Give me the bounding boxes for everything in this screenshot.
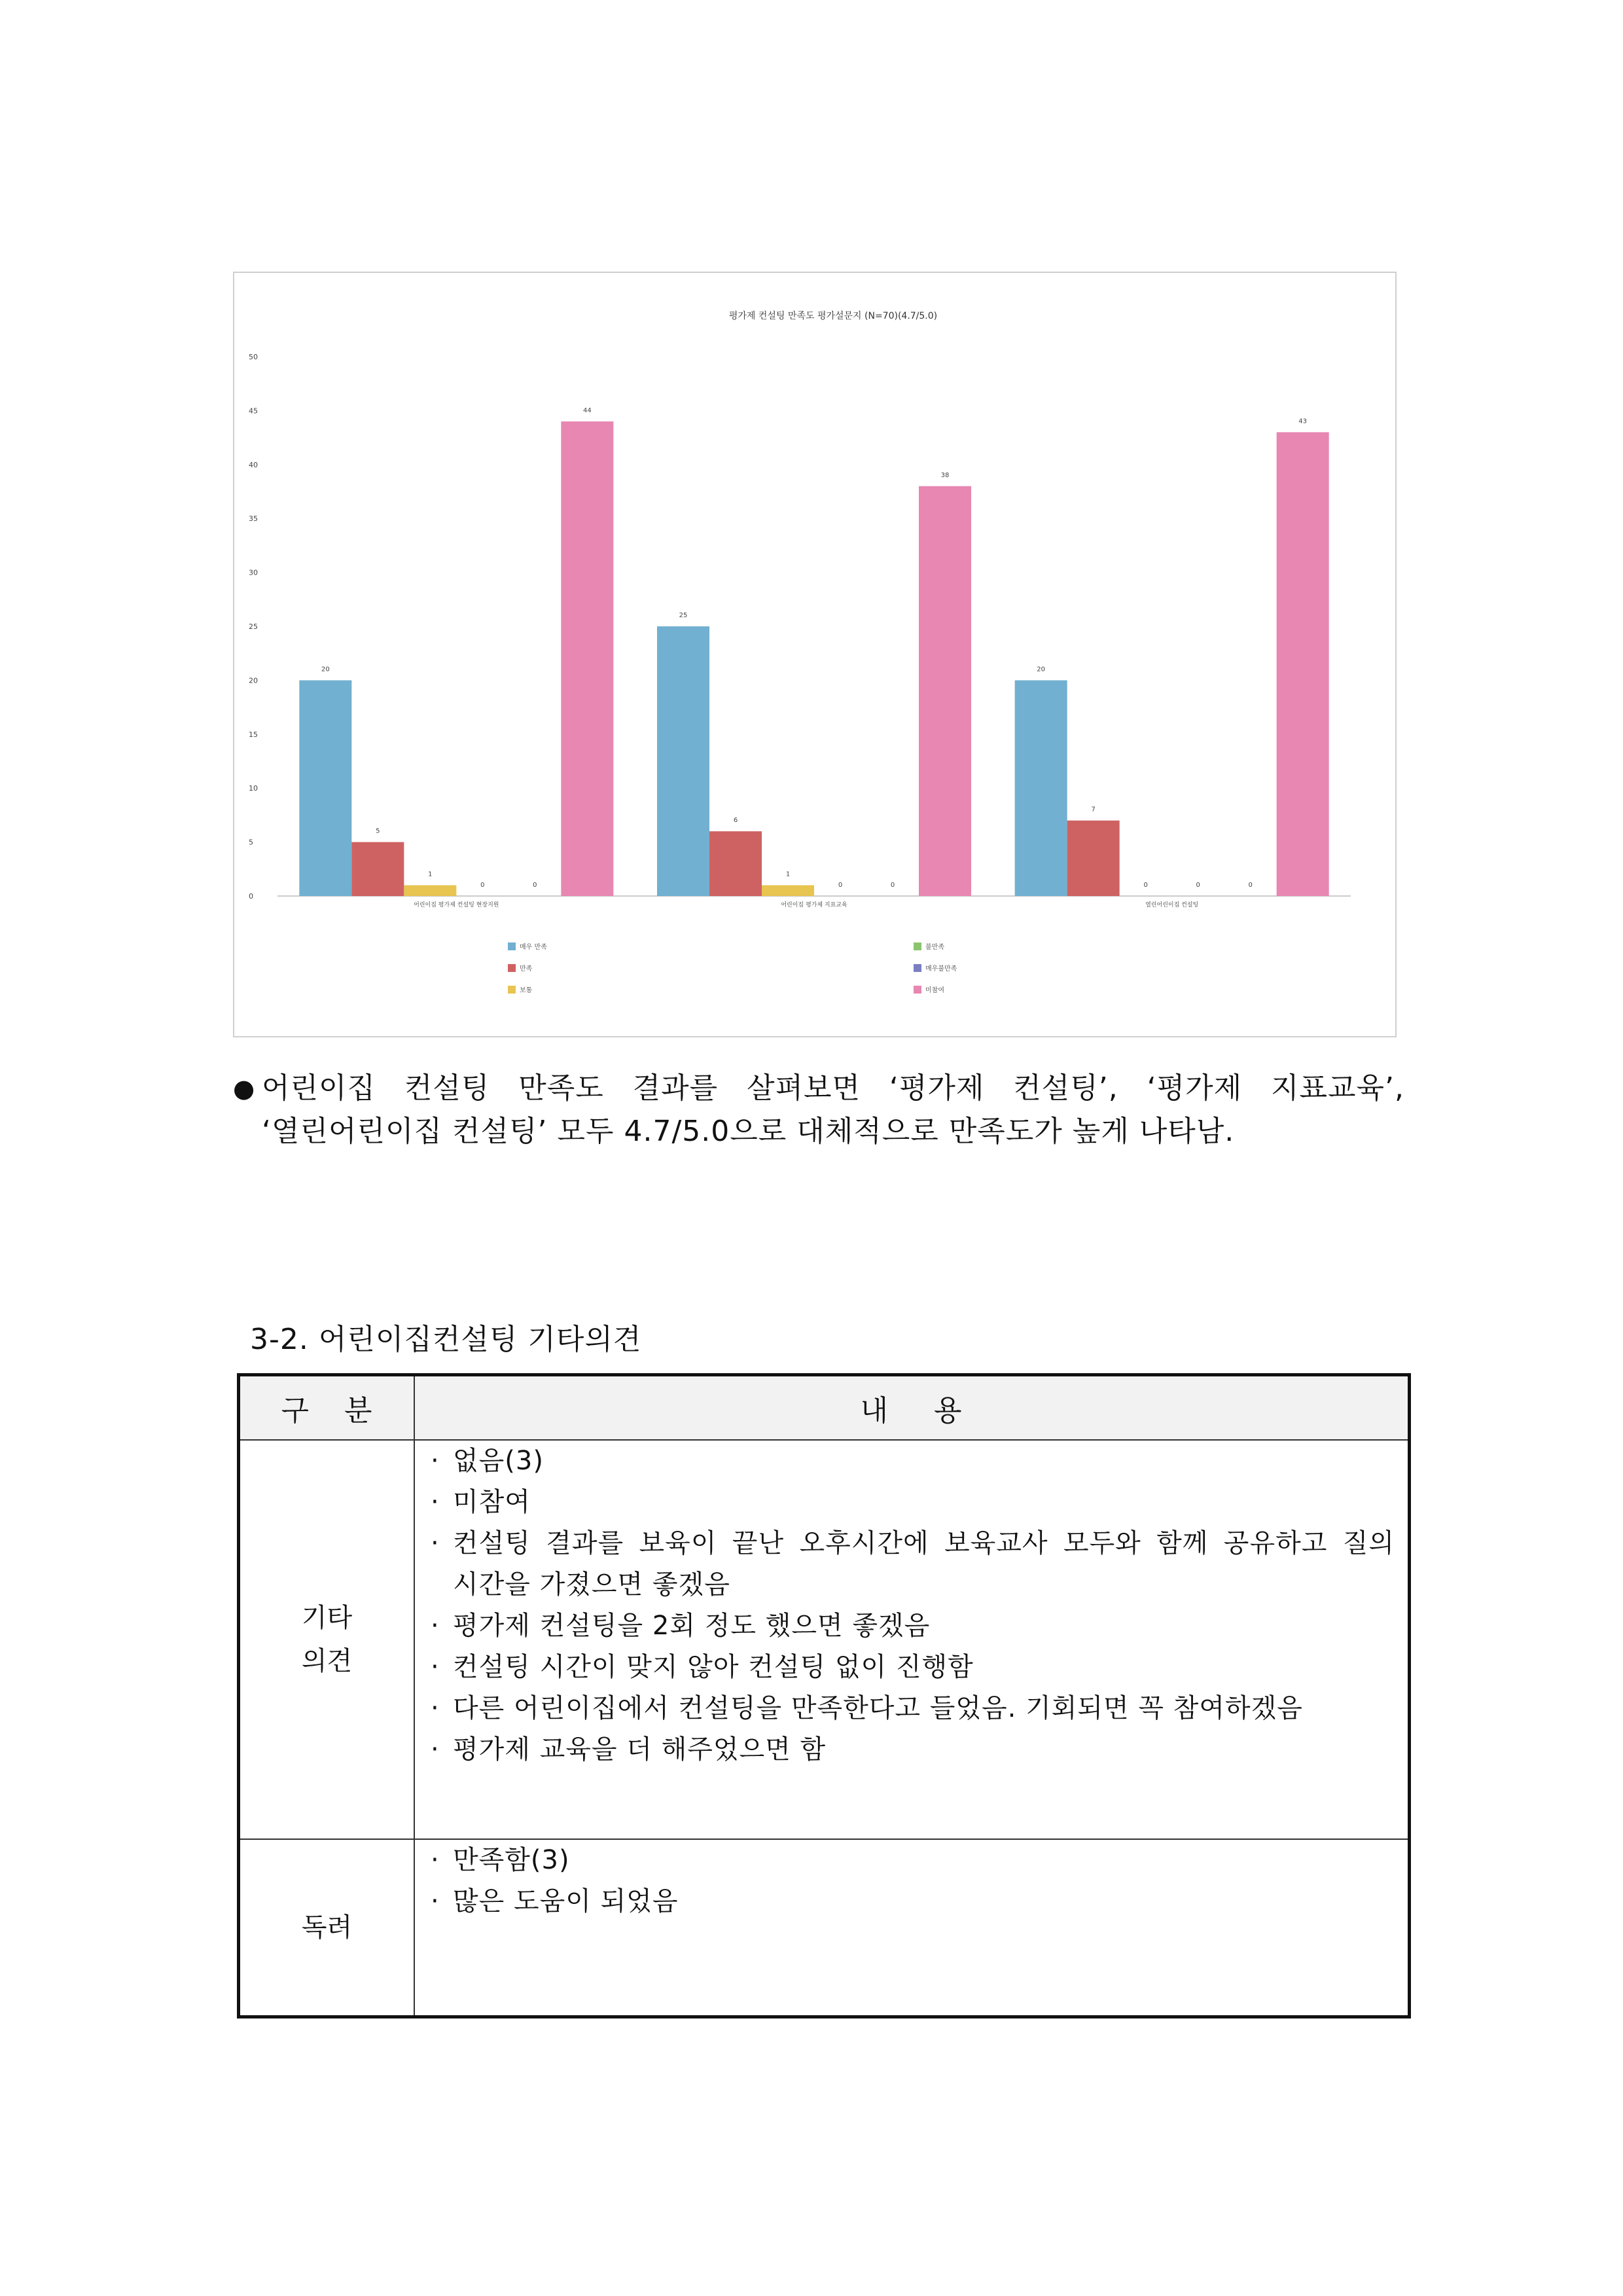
data-label: 20 [1037, 666, 1046, 673]
data-label: 0 [533, 882, 537, 889]
data-label: 43 [1298, 418, 1308, 425]
data-label: 0 [1248, 882, 1253, 889]
legend-swatch [914, 942, 921, 950]
summary-line-2: ‘열린어린이집 컨설팅’ 모두 4.7/5.0으로 대체적으로 만족도가 높게 나타남. [262, 1115, 1235, 1148]
table-header-row [239, 1375, 1410, 1441]
y-tick-label: 25 [249, 622, 258, 631]
data-label: 6 [733, 817, 738, 825]
y-tick-label: 40 [249, 460, 258, 469]
opinion-list [431, 1441, 1395, 1770]
legend-swatch [914, 964, 921, 972]
legend-label: 매우불만족 [925, 965, 957, 973]
table-row-other-opinions [239, 1440, 1410, 1839]
bar [404, 886, 456, 896]
bar [351, 842, 404, 896]
legend-swatch [508, 986, 516, 994]
legend-label: 보통 [520, 987, 533, 994]
chart-frame [233, 272, 1397, 1037]
bar [1015, 680, 1067, 896]
data-label: 0 [838, 882, 843, 889]
summary-line-1: 어린이집 컨설팅 만족도 결과를 살펴보면 ‘평가제 컨설팅’, ‘평가제 지표교육’, [262, 1071, 1404, 1105]
y-tick-label: 35 [249, 514, 258, 524]
legend-label: 미참여 [925, 987, 944, 994]
y-tick-label: 0 [249, 892, 253, 901]
bar [1277, 432, 1329, 896]
y-tick-label: 5 [249, 838, 253, 847]
list-item: · 컨설팅 결과를 보육이 끝난 오후시간에 보육교사 모두와 함께 공유하고 질의 [431, 1528, 1395, 1558]
legend-swatch [508, 942, 516, 950]
y-tick-label: 50 [249, 353, 258, 361]
list-item: · 평가제 교육을 더 해주었으면 함 [431, 1734, 827, 1765]
bar [299, 680, 351, 896]
data-label: 44 [582, 406, 592, 414]
data-label: 25 [679, 612, 688, 619]
data-label: 7 [1091, 806, 1096, 814]
x-tick-label: 열린어린이집 컨설팅 [1145, 902, 1199, 908]
y-tick-label: 15 [249, 730, 258, 739]
summary-paragraph [233, 1067, 1404, 1153]
content-cell [414, 1839, 1410, 2017]
list-item: · 컨설팅 시간이 맞지 않아 컨설팅 없이 진행함 [431, 1652, 974, 1682]
bar [561, 422, 613, 896]
bar [762, 886, 814, 896]
table-row-encouragement [239, 1839, 1410, 2017]
legend-swatch [914, 986, 921, 994]
bar [1067, 821, 1120, 896]
list-item: · 많은 도움이 되었음 [431, 1886, 679, 1916]
bar [919, 486, 971, 896]
header-category: 구분 [239, 1375, 415, 1441]
chart-title: 평가제 컨설팅 만족도 평가설문지 (N=70)(4.7/5.0) [728, 311, 938, 321]
section-title: 3-2. 어린이집컨설팅 기타의견 [250, 1323, 642, 1356]
category-label-other: 기타 의견 [301, 1603, 353, 1676]
y-tick-label: 30 [249, 568, 258, 577]
category-label-encouragement: 독려 [301, 1912, 353, 1943]
data-label: 1 [785, 870, 791, 878]
data-label: 0 [1143, 882, 1148, 889]
category-cell [239, 1440, 415, 1839]
x-tick-label: 어린이집 평가제 지표교육 [781, 902, 847, 908]
opinions-table [237, 1373, 1411, 2018]
list-item: · 미참여 [431, 1487, 531, 1517]
y-tick-label: 10 [249, 784, 258, 793]
legend-label: 매우 만족 [520, 944, 547, 951]
bar [657, 626, 709, 896]
list-item: · 만족함(3) [431, 1845, 570, 1875]
content-cell [414, 1440, 1410, 1839]
category-cell [239, 1839, 415, 2017]
data-label: 1 [428, 870, 433, 878]
y-tick-label: 20 [249, 676, 258, 685]
legend-label: 만족 [520, 965, 533, 973]
bullet-icon: ● [233, 1074, 256, 1103]
bar [709, 831, 762, 896]
data-label: 0 [890, 882, 895, 889]
data-label: 5 [376, 827, 380, 835]
data-label: 38 [940, 471, 950, 479]
x-tick-label: 어린이집 평가제 컨설팅 현장지원 [414, 902, 499, 908]
list-item: · 없음(3) [431, 1446, 544, 1476]
legend-swatch [508, 964, 516, 972]
encouragement-list [431, 1840, 1395, 1922]
satisfaction-bar-chart [234, 273, 1395, 1036]
header-content: 내용 [414, 1375, 1410, 1441]
data-label: 0 [1196, 882, 1200, 889]
data-label: 20 [321, 666, 330, 673]
y-tick-label: 45 [249, 406, 258, 416]
list-item-continuation: 시간을 가졌으면 좋겠음 [453, 1570, 730, 1600]
list-item: · 평가제 컨설팅을 2회 정도 했으면 좋겠음 [431, 1611, 931, 1641]
legend-label: 불만족 [925, 944, 944, 951]
data-label: 0 [480, 882, 485, 889]
list-item: · 다른 어린이집에서 컨설팅을 만족한다고 들었음. 기회되면 꼭 참여하겠음 [431, 1693, 1303, 1723]
